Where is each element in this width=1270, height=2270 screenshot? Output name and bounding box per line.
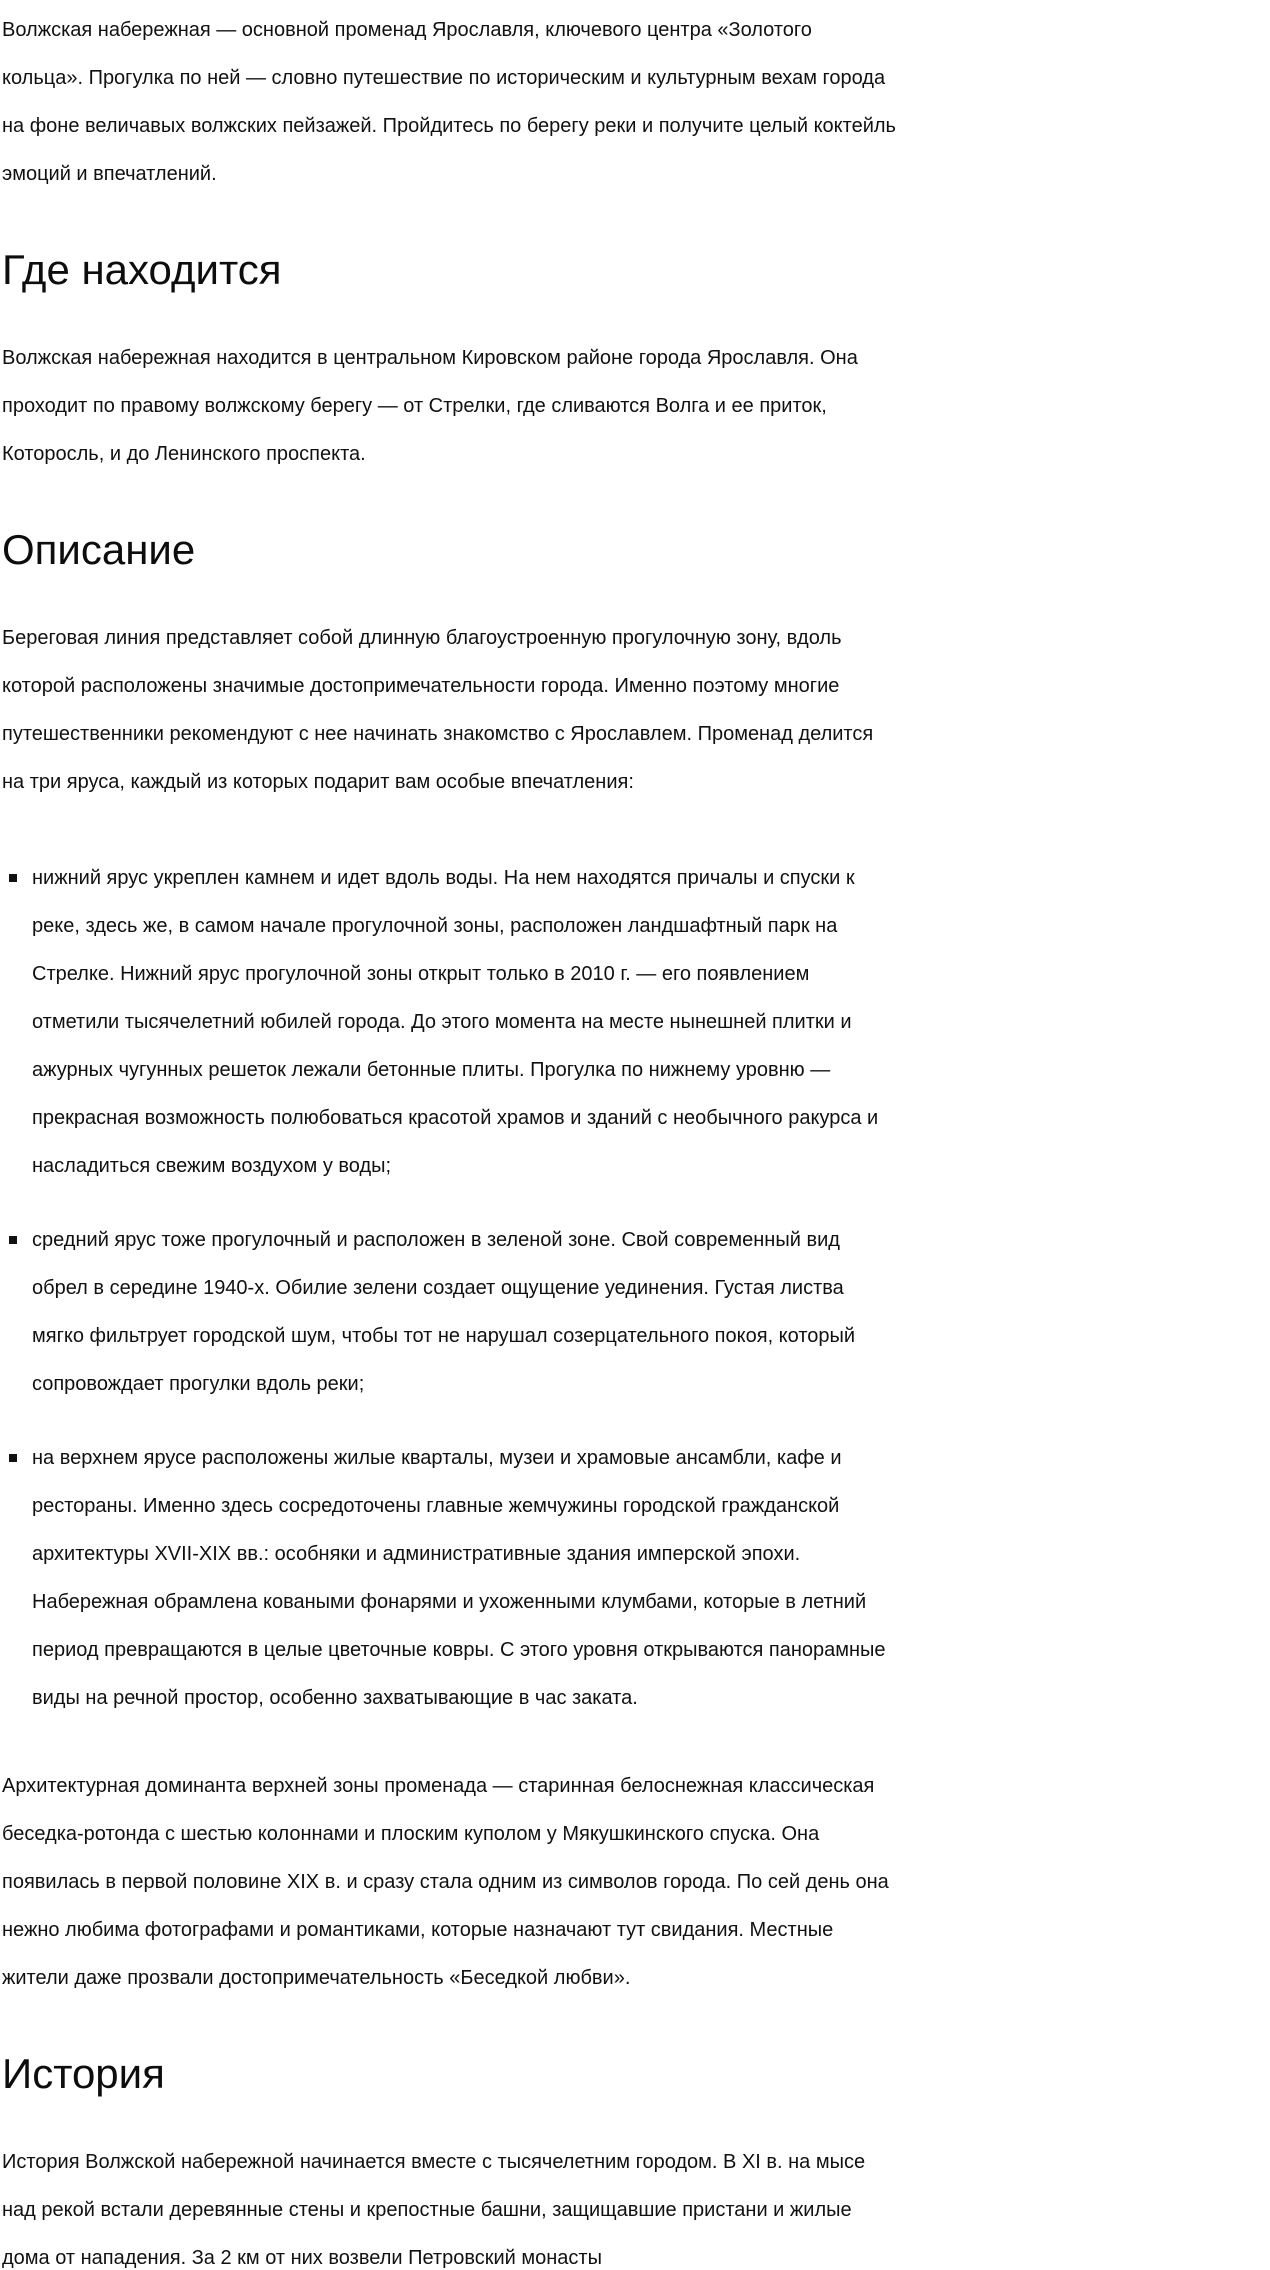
section-heading-history: История xyxy=(2,2050,165,2097)
list-item-text: нижний ярус укреплен камнем и идет вдоль воды. На нем находятся причалы и спуски к реке, здесь же, в самом начале прогулочной зоны, расположен ландшафтный парк на Стрелке. Нижний ярус прогулочной зоны открыт только в 2010 г. — его появлением отметили тысячелетний юбилей города. До этого момента на месте нынешней плитки и ажурных чугунных решеток лежали бетонные плиты. Прогулка по нижнему уровню — прекрасная возможность полюбоваться красотой храмов и зданий с необычного ракурса и насладиться свежим воздухом у воды; xyxy=(32,867,879,1177)
location-paragraph: Волжская набережная находится в центральном Кировском районе города Ярославля. Она проходит по правому волжскому берегу — от Стрелки, где сливаются Волга и ее приток, Которосль, и до Ленинского проспекта. xyxy=(2,347,858,465)
list-item-upper-tier xyxy=(2,1434,898,1722)
section-heading-location: Где находится xyxy=(2,246,282,293)
list-item-text: на верхнем ярусе расположены жилые кварталы, музеи и храмовые ансамбли, кафе и рестораны. Именно здесь сосредоточены главные жемчужины городской гражданской архитектуры XVII-XIX вв.: особняки и административные здания имперской эпохи. Набережная обрамлена коваными фонарями и ухоженными клумбами, которые в летний период превращаются в целые цветочные ковры. С этого уровня открываются панорамные виды на речной простор, особенно захватывающие в час заката. xyxy=(32,1447,886,1709)
description-paragraph: Береговая линия представляет собой длинную благоустроенную прогулочную зону, вдоль которой расположены значимые достопримечательности города. Именно поэтому многие путешественники рекомендуют с нее начинать знакомство с Ярославлем. Променад делится на три яруса, каждый из которых подарит вам особые впечатления: xyxy=(2,627,874,793)
tiers-list xyxy=(2,854,898,1722)
history-paragraph: История Волжской набережной начинается вместе с тысячелетним городом. В XI в. на мысе над рекой встали деревянные стены и крепостные башни, защищавшие пристани и жилые дома от нападения. За 2 км от них возвели Петровский монасты xyxy=(2,2151,866,2269)
square-bullet-icon xyxy=(9,874,17,882)
section-heading-description: Описание xyxy=(2,526,196,573)
intro-paragraph: Волжская набережная — основной променад Ярославля, ключевого центра «Золотого кольца». Прогулка по ней — словно путешествие по историческим и культурным вехам города на фоне величавых волжских пейзажей. Пройдитесь по берегу реки и получите целый коктейль эмоций и впечатлений. xyxy=(2,19,896,185)
square-bullet-icon xyxy=(9,1454,17,1462)
list-item-middle-tier xyxy=(2,1216,898,1408)
rotunda-paragraph: Архитектурная доминанта верхней зоны променада — старинная белоснежная классическая беседка-ротонда с шестью колоннами и плоским куполом у Мякушкинского спуска. Она появилась в первой половине XIX в. и сразу стала одним из символов города. По сей день она нежно любима фотографами и романтиками, которые назначают тут свидания. Местные жители даже прозвали достопримечательность «Беседкой любви». xyxy=(2,1775,889,1989)
list-item-text: средний ярус тоже прогулочный и расположен в зеленой зоне. Свой современный вид обрел в середине 1940-х. Обилие зелени создает ощущение уединения. Густая листва мягко фильтрует городской шум, чтобы тот не нарушал созерцательного покоя, который сопровождает прогулки вдоль реки; xyxy=(32,1229,856,1395)
square-bullet-icon xyxy=(9,1236,17,1244)
list-item-lower-tier xyxy=(2,854,898,1190)
